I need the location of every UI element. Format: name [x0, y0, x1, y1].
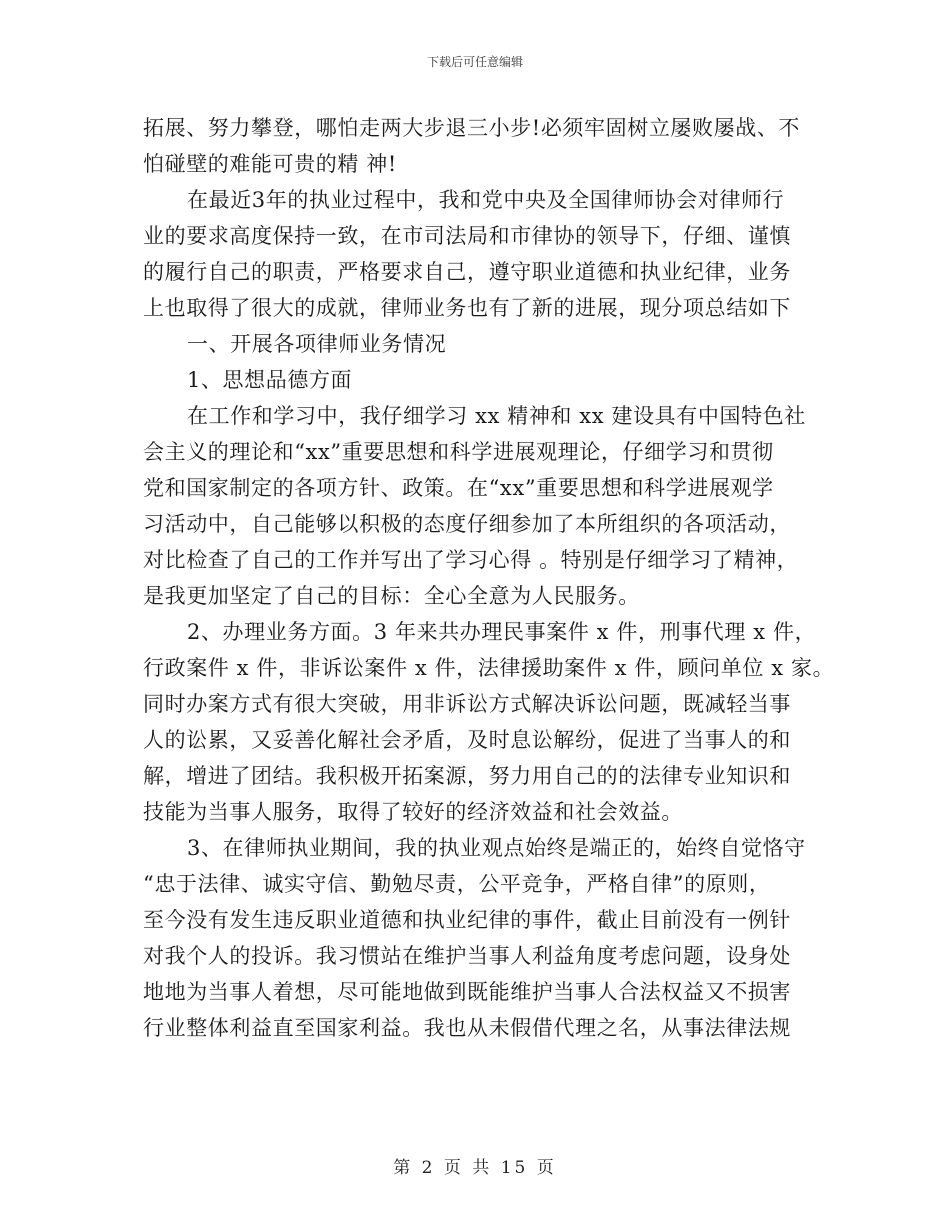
text-line: 对我个人的投诉。我习惯站在维护当事人利益角度考虑问题，设身处 [143, 944, 791, 968]
text-line: 行政案件 x 件，非诉讼案件 x 件，法律援助案件 x 件，顾问单位 x 家。 [143, 656, 835, 680]
text-line: 一、开展各项律师业务情况 [187, 332, 447, 356]
text-line: 习活动中，自己能够以积极的态度仔细参加了本所组织的各项活动， [143, 512, 791, 536]
text-line: “忠于法律、诚实守信、勤勉尽责，公平竞争，严格自律”的原则， [143, 872, 771, 896]
text-line: 业的要求高度保持一致，在市司法局和市律协的领导下，仔细、谨慎 [143, 224, 791, 248]
text-line: 同时办案方式有很大突破，用非诉讼方式解决诉讼问题，既减轻当事 [143, 692, 791, 716]
text-line: 行业整体利益直至国家利益。我也从未假借代理之名，从事法律法规 [143, 1016, 791, 1040]
page-header: 下载后可任意编辑 [426, 55, 523, 69]
text-line: 的履行自己的职责，严格要求自己，遵守职业道德和执业纪律，业务 [143, 260, 791, 284]
text-line: 怕碰壁的难能可贵的精 神! [143, 152, 397, 176]
text-line: 在工作和学习中，我仔细学习 xx 精神和 xx 建设具有中国特色社 [187, 404, 806, 428]
page-footer: 第 2 页 共 15 页 [393, 1158, 557, 1178]
text-line: 拓展、努力攀登，哪怕走两大步退三小步!必须牢固树立屡败屡战、不 [143, 116, 801, 140]
text-line: 党和国家制定的各项方针、政策。在“xx”重要思想和科学进展观学 [143, 476, 774, 500]
text-line: 上也取得了很大的成就，律师业务也有了新的进展，现分项总结如下 [143, 296, 791, 320]
text-line: 会主义的理论和“xx”重要思想和科学进展观理论，仔细学习和贯彻 [143, 440, 774, 464]
text-line: 地地为当事人着想，尽可能地做到既能维护当事人合法权益又不损害 [143, 980, 791, 1004]
text-line: 在最近3年的执业过程中，我和党中央及全国律师协会对律师行 [187, 188, 785, 212]
text-line: 至今没有发生违反职业道德和执业纪律的事件，截止目前没有一例针 [143, 908, 791, 932]
text-line: 人的讼累，又妥善化解社会矛盾，及时息讼解纷，促进了当事人的和 [143, 728, 791, 752]
text-line: 2、办理业务方面。3 年来共办理民事案件 x 件，刑事代理 x 件， [187, 620, 817, 644]
text-line: 是我更加坚定了自己的目标：全心全意为人民服务。 [143, 584, 640, 608]
text-line: 3、在律师执业期间，我的执业观点始终是端正的，始终自觉恪守 [187, 836, 806, 860]
text-line: 解，增进了团结。我积极开拓案源，努力用自己的的法律专业知识和 [143, 764, 791, 788]
text-line: 对比检查了自己的工作并写出了学习心得 。特别是仔细学习了精神， [143, 548, 799, 572]
text-line: 1、思想品德方面 [187, 368, 353, 392]
document-body [143, 110, 835, 1046]
text-line: 技能为当事人服务，取得了较好的经济效益和社会效益。 [143, 800, 683, 824]
